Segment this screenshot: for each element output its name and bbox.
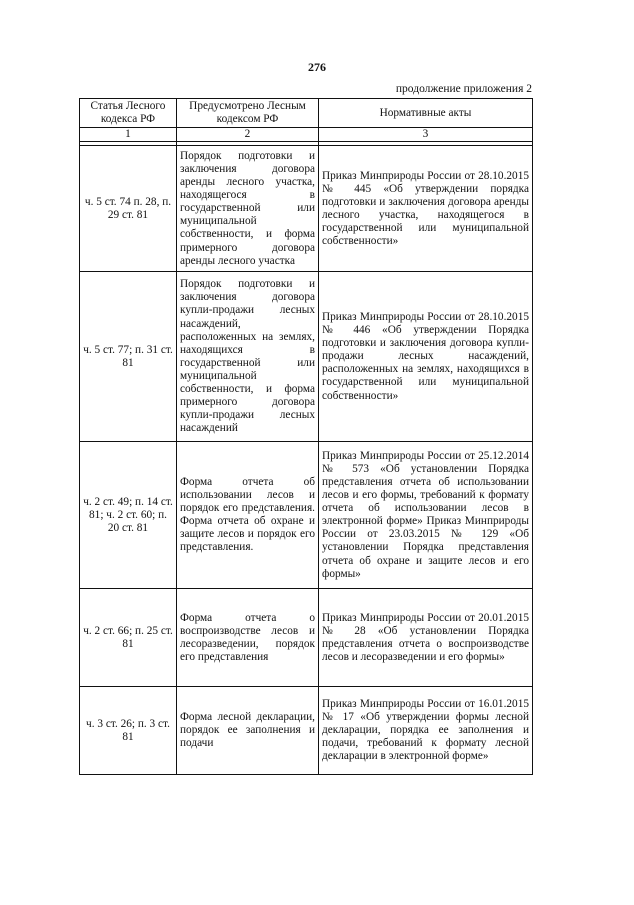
- provision-cell: Форма отчета о воспроизводстве лесов и лесоразведении, порядок его представления: [177, 589, 319, 687]
- legal-acts-table: [79, 98, 533, 775]
- table-row: [80, 146, 533, 272]
- table-row: [80, 272, 533, 442]
- act-cell: Приказ Минприроды России от 28.10.2015 № 445 «Об утверждении порядка подготовки и заключения договора аренды лесного участка, находящегося в государственной или муниципальной собственности»: [319, 146, 533, 272]
- table-row: [80, 442, 533, 589]
- header-acts: Нормативные акты: [319, 99, 533, 128]
- act-cell: Приказ Минприроды России от 20.01.2015 № 28 «Об установлении Порядка представления отчета о воспроизводстве лесов и лесоразведении и его формы»: [319, 589, 533, 687]
- article-cell: ч. 5 ст. 74 п. 28, п. 29 ст. 81: [80, 146, 177, 272]
- article-cell: ч. 3 ст. 26; п. 3 ст. 81: [80, 687, 177, 775]
- continuation-label: продолжение приложения 2: [395, 83, 532, 95]
- provision-cell: Порядок подготовки и заключения договора аренды лесного участка, находящегося в государственной или муниципальной собственности, и форма примерного договора аренды лесного участка: [177, 146, 319, 272]
- provision-cell: Форма лесной декларации, порядок ее заполнения и подачи: [177, 687, 319, 775]
- table-row: [80, 687, 533, 775]
- table-header-row: [80, 99, 533, 128]
- table-row: [80, 589, 533, 687]
- provision-cell: Форма отчета об использовании лесов и порядок его представления. Форма отчета об охране и защите лесов и порядок его представления.: [177, 442, 319, 589]
- column-number-2: 2: [177, 128, 319, 142]
- header-provision: Предусмотрено Лесным кодексом РФ: [177, 99, 319, 128]
- article-cell: ч. 2 ст. 49; п. 14 ст. 81; ч. 2 ст. 60; п. 20 ст. 81: [80, 442, 177, 589]
- column-number-row: [80, 128, 533, 142]
- column-number-1: 1: [80, 128, 177, 142]
- column-number-3: 3: [319, 128, 533, 142]
- article-cell: ч. 5 ст. 77; п. 31 ст. 81: [80, 272, 177, 442]
- header-article: Статья Лесного кодекса РФ: [80, 99, 177, 128]
- article-cell: ч. 2 ст. 66; п. 25 ст. 81: [80, 589, 177, 687]
- act-cell: Приказ Минприроды России от 16.01.2015 № 17 «Об утверждении формы лесной декларации, порядка ее заполнения и подачи, требований к формату лесной декларации в электронной форме»: [319, 687, 533, 775]
- page-number: 276: [308, 60, 326, 74]
- provision-cell: Порядок подготовки и заключения договора купли-продажи лесных насаждений, расположенных на землях, находящихся в государственной или муниципальной собственности, и форма примерного договора купли-продажи лесных насаждений: [177, 272, 319, 442]
- act-cell: Приказ Минприроды России от 28.10.2015 № 446 «Об утверждении Порядка подготовки и заключения договора купли-продажи лесных насаждений, расположенных на землях, находящихся в государственной или муниципальной собственности»: [319, 272, 533, 442]
- act-cell: Приказ Минприроды России от 25.12.2014 № 573 «Об установлении Порядка представления отчета об использовании лесов и его формы, требований к формату отчета об использовании лесов в электронной форме» Приказ Минприроды России от 23.03.2015 № 129 «Об установлении Порядка представления отчета об охране и защите лесов и его формы»: [319, 442, 533, 589]
